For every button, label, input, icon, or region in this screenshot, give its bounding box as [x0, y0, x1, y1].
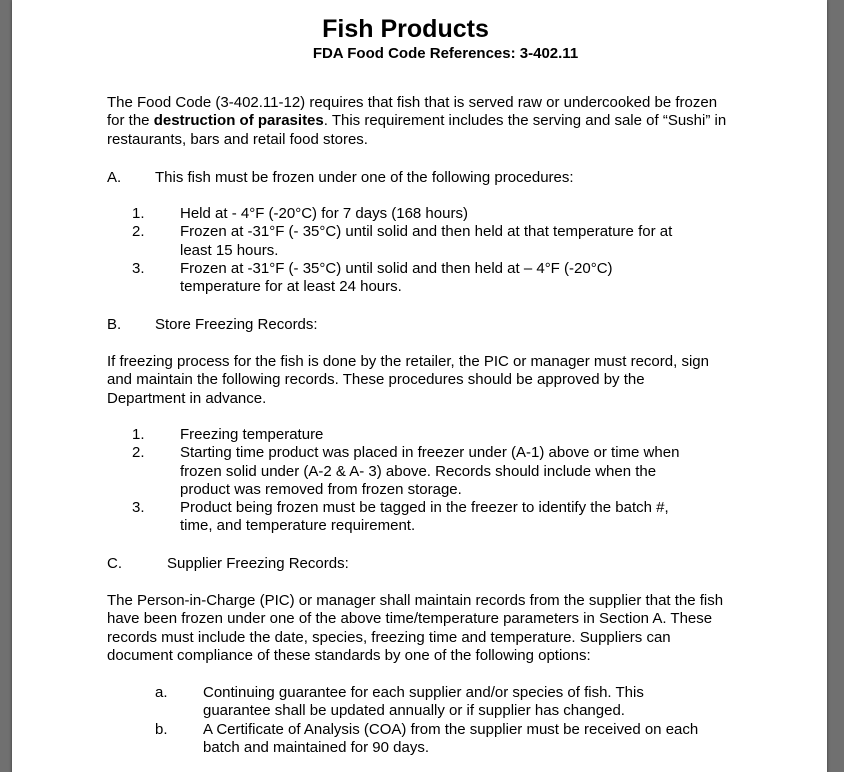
list-item-text: Frozen at -31°F (- 35°C) until solid and then held at – 4°F (-20°C) temperature for at least 24 hours. [180, 259, 613, 296]
intro-paragraph [107, 94, 727, 149]
section-b-letter: B. [107, 316, 122, 333]
section-b-list [132, 426, 692, 536]
section-a-list [132, 205, 692, 296]
list-item [132, 223, 692, 260]
list-item-text: Continuing guarantee for each supplier and/or species of fish. This guarantee shall be updated annually or if supplier has changed. [203, 684, 644, 720]
list-item-number: 2. [132, 444, 145, 462]
section-c-list [155, 684, 715, 757]
list-item [132, 260, 692, 297]
list-item [132, 426, 692, 444]
list-item [132, 205, 692, 223]
list-item-letter: a. [155, 684, 168, 701]
list-item [132, 444, 692, 499]
section-c-title: Supplier Freezing Records: [167, 555, 349, 572]
list-item-number: 2. [132, 223, 145, 241]
list-item-text: A Certificate of Analysis (COA) from the supplier must be received on each batch and maintained for 90 days. [203, 720, 699, 756]
list-item-text: Starting time product was placed in freezer under (A-1) above or time when frozen solid under (A-2 & A- 3) above. Records should include when the product was removed from frozen storage. [180, 444, 680, 498]
document-page [12, 0, 827, 772]
section-b-text: If freezing process for the fish is done by the retailer, the PIC or manager must record, sign and maintain the following records. These procedures should be approved by the Department in advance. [107, 353, 709, 407]
list-item-letter: b. [155, 720, 168, 738]
list-item-number: 3. [132, 259, 145, 277]
list-item-number: 1. [132, 205, 145, 222]
list-item-text: Product being frozen must be tagged in the freezer to identify the batch #, time, and temperature requirement. [180, 499, 669, 535]
section-b-title: Store Freezing Records: [155, 316, 318, 333]
section-a-letter: A. [107, 169, 122, 186]
list-item [155, 684, 715, 721]
section-c-letter: C. [107, 555, 122, 572]
document-title: Fish Products [322, 15, 489, 43]
document-subtitle: FDA Food Code References: 3-402.11 [312, 45, 579, 62]
section-c-text: The Person-in-Charge (PIC) or manager shall maintain records from the supplier that the fish have been frozen under one of the above time/temperature parameters in Section A. These records must include the date, species, freezing time and temperature. Suppliers can document compliance of these standards by one of the following options: [107, 592, 724, 664]
list-item-text: Frozen at -31°F (- 35°C) until solid and then held at that temperature for at least 15 hours. [180, 223, 673, 259]
list-item [132, 499, 692, 536]
intro-text-before: The Food Code (3-402.11-12) requires that fish that is served raw or undercooked be frozen for the [107, 94, 718, 130]
section-c-paragraph [107, 592, 727, 665]
section-b-paragraph [107, 353, 727, 408]
list-item-text: Freezing temperature [180, 426, 324, 443]
section-a-title: This fish must be frozen under one of the following procedures: [155, 169, 574, 186]
list-item [155, 721, 715, 758]
intro-bold-text: destruction of parasites [153, 112, 324, 130]
list-item-number: 3. [132, 499, 145, 517]
intro-text-after: . This requirement includes the serving and sale of “Sushi” in restaurants, bars and retail food stores. [107, 112, 727, 148]
list-item-text: Held at - 4°F (-20°C) for 7 days (168 hours) [180, 205, 468, 222]
list-item-number: 1. [132, 426, 145, 443]
